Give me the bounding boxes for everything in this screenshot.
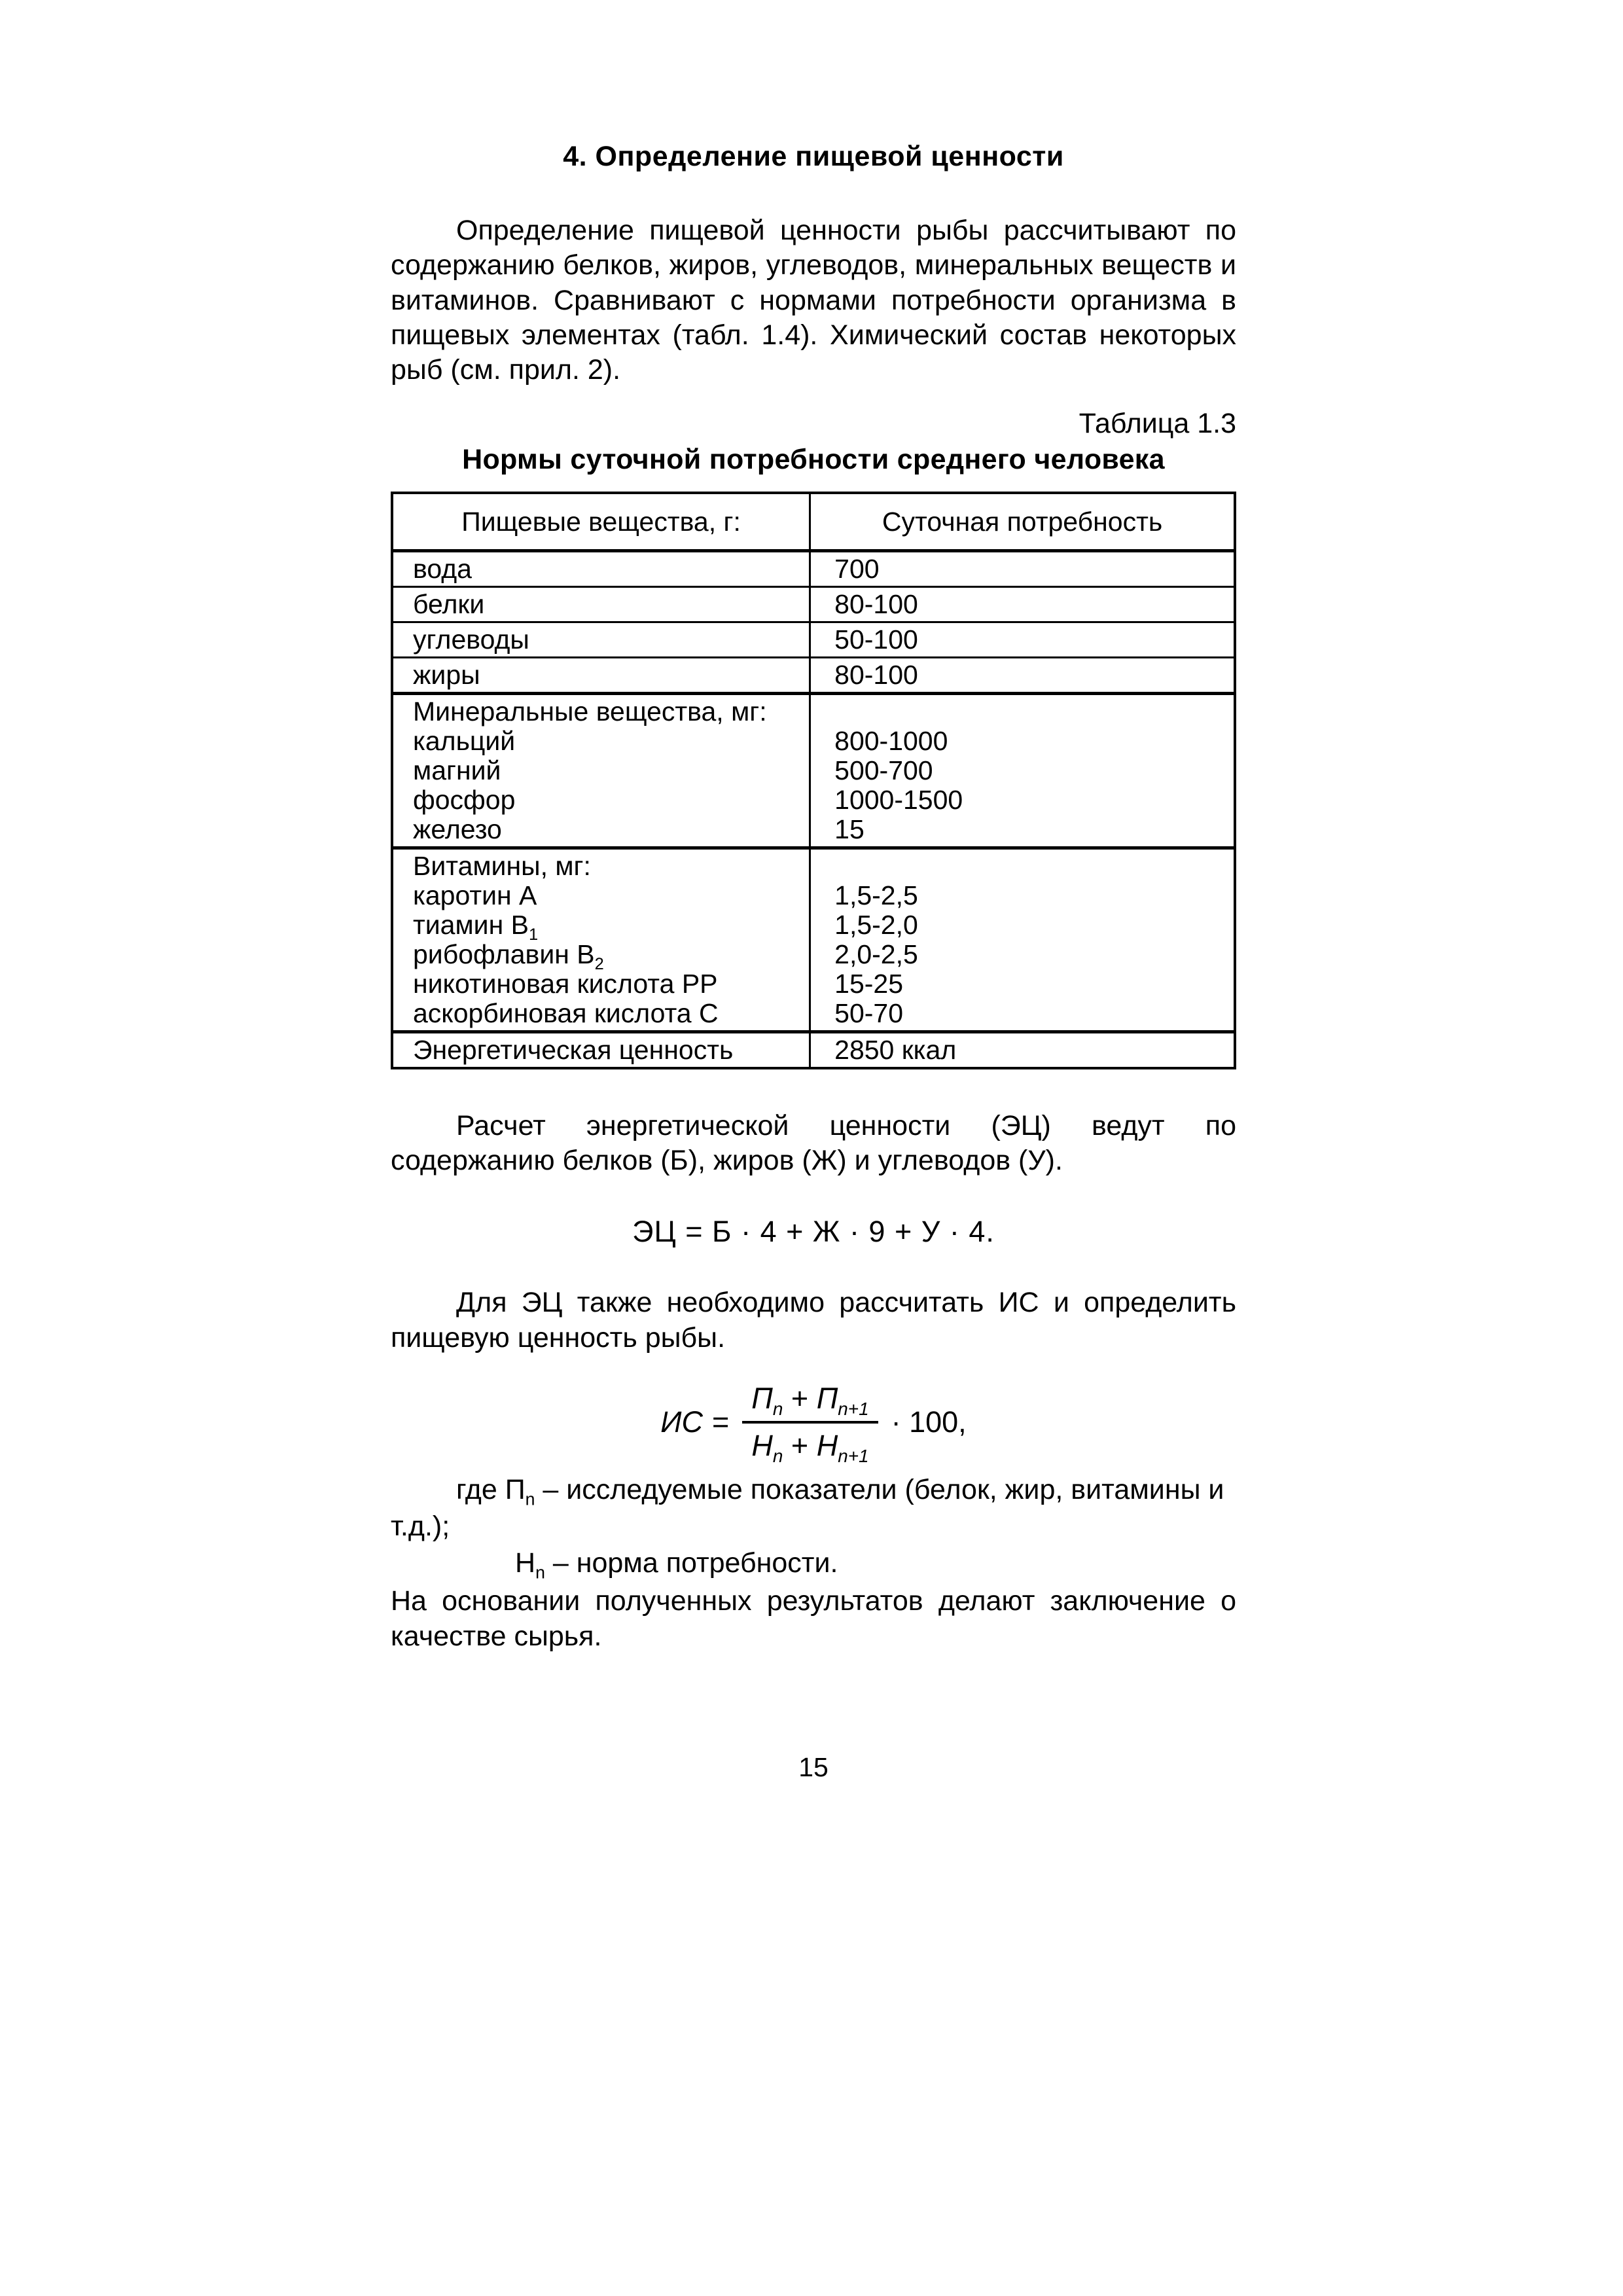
value-cell [811,623,1234,656]
substance-cell [393,850,811,1030]
subscript: n+1 [838,1398,869,1419]
cell-line: 1,5-2,5 [834,880,918,910]
nutrition-table [391,492,1236,1069]
cell-line: белки [413,588,485,619]
cell-line: 2,0-2,5 [834,939,918,969]
paragraph-intro: Определение пищевой ценности рыбы рассчитывают по содержанию белков, жиров, углеводов, минеральных веществ и витаминов. Сравнивают с нормами потребности организма в пищевых элементах (табл. 1.4). Химический состав некоторых рыб (см. прил. 2). [391,215,1236,386]
cell-line: 50-70 [834,997,904,1028]
formula-variable: Н [751,1428,773,1462]
formula-integral-score [391,1381,1236,1466]
header-substances [393,494,811,549]
formula-variable: Н [515,1547,536,1579]
substance-cell [393,1033,811,1067]
cell-line [834,697,1227,726]
paragraph-conclusion: На основании полученных результатов делают заключение о качестве сырья. [391,1585,1236,1652]
formula-lhs-variable: ИС [660,1405,703,1439]
cell-line: вода [413,553,472,584]
table-row [393,846,1234,1030]
table-row [393,586,1234,621]
cell-line: Энергетическая ценность [413,1034,734,1065]
subscript: n [772,1398,783,1419]
fraction [742,1381,878,1466]
subscript: n [535,1562,545,1583]
subscript: 2 [594,954,604,973]
cell-line: рибофлавин $В_2$ [413,939,604,973]
cell-line: 1000-1500 [834,784,963,815]
substance-cell [393,623,811,656]
value-cell [811,658,1234,692]
cell-line: 800-1000 [834,725,948,756]
value-cell [811,1033,1234,1067]
cell-line: железо [413,814,502,844]
subscript: n [772,1445,783,1466]
table-header-row [393,494,1234,549]
table-label: Таблица 1.3 [1079,407,1236,439]
cell-line: 50-100 [834,624,918,655]
formula-multiplier: · 100, [891,1405,967,1439]
table-row [393,549,1234,586]
substance-cell [393,552,811,586]
cell-line: жиры [413,659,480,690]
cell-line: 15-25 [834,968,904,999]
where-definition-line: где $П_n$ – исследуемые показатели (белок, жир, витамины и т.д.); [391,1473,1224,1542]
cell-line: 15 [834,814,865,844]
substance-cell [393,695,811,846]
table-row [393,656,1234,692]
fraction-numerator: $П_n + П_{n+1}$ [742,1382,878,1424]
table-title: Нормы суточной потребности среднего человека [462,443,1165,475]
formula-variable: П [816,1381,838,1415]
formula-variable: Н [816,1428,838,1462]
where-definitions [391,1472,1236,1582]
cell-line: 500-700 [834,755,933,785]
table-row [393,692,1234,846]
value-cell [811,695,1234,846]
header-label: Пищевые вещества, г: [461,506,741,537]
where-definition-line: $Н_n$ – норма потребности. [515,1547,838,1583]
subscript: n+1 [838,1445,869,1466]
paragraph-is-intro: Для ЭЦ также необходимо рассчитать ИС и определить пищевую ценность рыбы. [391,1287,1236,1354]
cell-line: магний [413,755,501,785]
cell-line: фосфор [413,784,516,815]
cell-line: 1,5-2,0 [834,909,918,940]
cell-line: каротин А [413,880,537,910]
substance-cell [393,588,811,621]
subscript: 1 [528,925,539,944]
formula-variable: П [505,1473,526,1505]
substance-cell [393,658,811,692]
cell-line: кальций [413,725,516,756]
value-cell [811,588,1234,621]
value-cell [811,552,1234,586]
fraction-denominator: $Н_n + Н_{n+1}$ [751,1428,869,1466]
cell-line [834,852,1227,881]
header-label: Суточная потребность [882,506,1163,537]
table-row [393,1030,1234,1067]
page-title: 4. Определение пищевой ценности [563,141,1064,172]
header-daily-need [811,494,1234,549]
paragraph-energy-calc: Расчет энергетической ценности (ЭЦ) ведут по содержанию белков (Б), жиров (Ж) и углеводов (У). [391,1109,1236,1176]
subscript: n [525,1489,535,1509]
table-row [393,621,1234,656]
cell-line: аскорбиновая кислота С [413,997,719,1028]
formula-variable: П [751,1381,773,1415]
cell-line: тиамин $В_1$ [413,909,539,944]
formula-energy-value: ЭЦ = Б · 4 + Ж · 9 + У · 4. [632,1215,995,1249]
cell-line: 2850 ккал [834,1034,957,1065]
page-number: 15 [798,1752,829,1783]
cell-line: углеводы [413,624,529,655]
cell-line: никотиновая кислота РР [413,968,718,999]
text-column [391,0,1236,1783]
cell-line: Витамины, мг: [413,850,591,881]
cell-line: 80-100 [834,659,918,690]
cell-line: 80-100 [834,588,918,619]
equals-sign: = [711,1405,730,1439]
value-cell [811,850,1234,1030]
cell-line: 700 [834,553,880,584]
cell-line: Минеральные вещества, мг: [413,696,767,726]
